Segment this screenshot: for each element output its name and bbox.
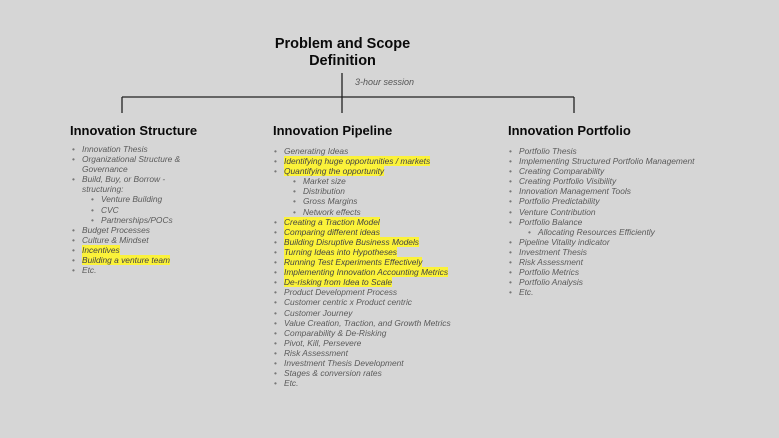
list-item [70, 144, 195, 154]
item-text: Generating Ideas [284, 146, 349, 156]
list-item [272, 277, 477, 287]
highlighted-item-text: Comparing different ideas [284, 226, 380, 237]
list-item [272, 227, 477, 237]
list-item [70, 225, 195, 235]
item-text: Risk Assessment [284, 347, 348, 358]
item-text: Innovation Management Tools [519, 186, 631, 197]
item-text: Pipeline Vitality indicator [519, 236, 610, 247]
item-text: Network effects [303, 206, 361, 217]
sub-list-item [70, 215, 195, 225]
item-text: Portfolio Balance [519, 216, 583, 227]
list-item [507, 207, 747, 217]
highlighted-item-text: De-risking from Idea to Scale [284, 277, 392, 288]
list-item [507, 196, 747, 206]
list-item [507, 257, 747, 267]
list-item [70, 174, 195, 194]
structure-item-list [70, 144, 195, 275]
list-item [507, 156, 747, 166]
item-text: Etc. [82, 265, 97, 276]
list-item [272, 358, 477, 368]
highlighted-item-text: Identifying huge opportunities / markets [284, 156, 431, 167]
list-item [272, 156, 477, 166]
list-item [272, 267, 477, 277]
list-item [507, 186, 747, 196]
list-item [272, 368, 477, 378]
item-text: Pivot, Kill, Persevere [284, 337, 362, 348]
list-item [507, 176, 747, 186]
item-text: Gross Margins [303, 196, 358, 207]
sub-list-item [272, 196, 477, 206]
sub-list-item [70, 194, 195, 204]
list-item [272, 318, 477, 328]
list-item [272, 166, 477, 176]
list-item [70, 255, 195, 265]
list-item [272, 328, 477, 338]
list-item [507, 237, 747, 247]
item-text: Portfolio Predictability [519, 196, 600, 207]
item-text: Portfolio Analysis [519, 277, 583, 288]
item-text: Portfolio Metrics [519, 267, 580, 278]
item-text: Allocating Resources Efficiently [538, 226, 655, 237]
item-text: Etc. [284, 378, 299, 389]
list-item [507, 287, 747, 297]
item-text: Venture Contribution [519, 206, 596, 217]
highlighted-item-text: Implementing Innovation Accounting Metrics [284, 267, 449, 278]
item-text: Risk Assessment [519, 257, 583, 268]
list-item [272, 308, 477, 318]
sub-list-item [272, 207, 477, 217]
list-item [70, 235, 195, 245]
list-item [272, 217, 477, 227]
list-item [272, 378, 477, 388]
sub-list-item [70, 205, 195, 215]
item-text: Culture & Mindset [82, 234, 149, 245]
session-duration-label: 3-hour session [355, 77, 415, 87]
item-text: Product Development Process [284, 287, 398, 298]
item-text: Market size [303, 176, 346, 187]
list-item [272, 287, 477, 297]
item-text: Build, Buy, or Borrow - structuring: [82, 174, 166, 195]
list-item [70, 245, 195, 255]
item-text: Stages & conversion rates [284, 368, 382, 379]
item-text: Value Creation, Traction, and Growth Metrics [284, 317, 451, 328]
item-text: Organizational Structure & Governance [82, 154, 181, 175]
item-text: Innovation Thesis [82, 144, 148, 154]
item-text: Portfolio Thesis [519, 146, 577, 156]
item-text: Etc. [519, 287, 534, 298]
list-item [272, 257, 477, 267]
list-item [507, 267, 747, 277]
item-text: Implementing Structured Portfolio Management [519, 156, 695, 167]
list-item [507, 146, 747, 156]
sub-list-item [272, 176, 477, 186]
list-item [70, 265, 195, 275]
item-text: Comparability & De-Risking [284, 327, 387, 338]
sub-list-item [272, 186, 477, 196]
item-text: Investment Thesis [519, 246, 587, 257]
list-item [272, 348, 477, 358]
item-text: CVC [101, 204, 119, 215]
list-item [70, 154, 195, 174]
list-item [507, 247, 747, 257]
item-text: Partnerships/POCs [101, 214, 173, 225]
diagram-title: Problem and Scope Definition [274, 36, 411, 69]
list-item [507, 277, 747, 287]
list-item [272, 338, 477, 348]
highlighted-item-text: Incentives [82, 244, 120, 255]
highlighted-item-text: Building Disruptive Business Models [284, 236, 419, 247]
list-item [272, 146, 477, 156]
highlighted-item-text: Building a venture team [82, 255, 170, 266]
list-item [507, 166, 747, 176]
sub-list-item [507, 227, 747, 237]
item-text: Budget Processes [82, 224, 150, 235]
item-text: Creating Portfolio Visibility [519, 176, 617, 187]
pipeline-item-list [272, 146, 477, 388]
item-text: Customer centric x Product centric [284, 297, 412, 308]
highlighted-item-text: Creating a Traction Model [284, 216, 380, 227]
highlighted-item-text: Running Test Experiments Effectively [284, 257, 423, 268]
list-item [272, 297, 477, 307]
item-text: Distribution [303, 186, 345, 197]
item-text: Creating Comparability [519, 166, 605, 177]
column-heading-structure: Innovation Structure [70, 123, 198, 138]
item-text: Investment Thesis Development [284, 357, 404, 368]
list-item [507, 217, 747, 227]
item-text: Venture Building [101, 194, 163, 205]
highlighted-item-text: Turning Ideas into Hypotheses [284, 246, 397, 257]
column-heading-portfolio: Innovation Portfolio [508, 123, 631, 138]
highlighted-item-text: Quantifying the opportunity [284, 166, 385, 177]
column-heading-pipeline: Innovation Pipeline [273, 123, 393, 138]
item-text: Customer Journey [284, 307, 353, 318]
list-item [272, 237, 477, 247]
portfolio-item-list [507, 146, 747, 297]
list-item [272, 247, 477, 257]
